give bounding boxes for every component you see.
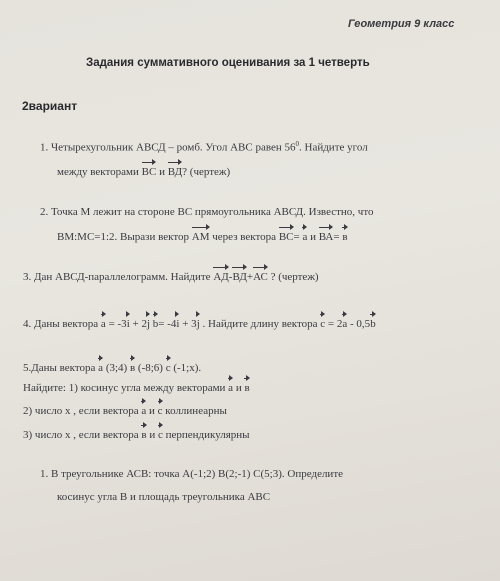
task-5-text: и xyxy=(233,382,245,394)
task-3-text: - xyxy=(228,271,233,283)
vector-a: a xyxy=(98,362,104,374)
task-3-text: ? (чертеж) xyxy=(267,271,319,283)
task-5-question-1 xyxy=(23,382,250,394)
task-4-text: + 3 xyxy=(179,318,197,330)
task-4-text: = -3 xyxy=(105,318,127,330)
vector-ba: ВА xyxy=(318,231,334,243)
task-4-text: 4. Даны вектора xyxy=(23,318,101,330)
vector-b: в xyxy=(141,429,147,441)
task-3-text: 3. Дан АВСД-параллелограмм. Найдите xyxy=(23,271,214,283)
task-5-text: 2) число x , если вектора xyxy=(23,405,142,417)
task-2-text: = xyxy=(333,231,343,243)
task-5-text: (-8;6) xyxy=(135,362,166,374)
task-2-text: через вектора xyxy=(209,231,279,243)
task-2-text: и xyxy=(307,231,319,243)
task-4-text: - 0,5 xyxy=(347,318,371,330)
task-1-text-end: . Найдите угол xyxy=(299,141,368,154)
vector-a: a xyxy=(228,382,234,394)
vector-c: c xyxy=(157,429,163,441)
task-6-line-2: косинус угла В и площадь треугольника АВС xyxy=(57,491,271,503)
vector-j: j xyxy=(196,318,200,330)
vector-bd: ВД xyxy=(232,271,247,283)
vector-i: i xyxy=(126,318,130,330)
task-5-text: 3) число x , если вектора xyxy=(23,429,142,441)
task-5-text: перпендикулярны xyxy=(162,429,250,441)
task-2-line-1: 2. Точка М лежит на стороне ВС прямоугольника АВСД. Известно, что xyxy=(40,206,374,218)
task-5-text: (3;4) xyxy=(103,362,130,374)
task-4-text: = -4 xyxy=(158,318,177,330)
task-5-text: 5.Даны вектора xyxy=(23,362,99,374)
vector-ad: АД xyxy=(213,271,229,283)
task-5-line-1 xyxy=(23,362,201,374)
vector-ac: АС xyxy=(253,271,268,283)
task-3-line xyxy=(23,271,319,283)
task-1-line-2 xyxy=(57,166,230,178)
vector-a: a xyxy=(100,318,106,330)
vector-b: b xyxy=(152,318,159,330)
task-5-question-2 xyxy=(23,405,227,417)
vector-c: c xyxy=(165,362,171,374)
vector-bc: ВС xyxy=(278,231,294,243)
degree-sign: 0 xyxy=(295,140,299,148)
task-2-line-2 xyxy=(57,231,348,243)
task-4-text: + 2 xyxy=(129,318,147,330)
vector-c: c xyxy=(157,405,163,417)
vector-b: b xyxy=(370,318,376,330)
vector-b: в xyxy=(129,362,136,374)
vector-bc: ВС xyxy=(141,166,157,178)
task-5-text: и xyxy=(146,429,158,441)
task-5-question-3 xyxy=(23,429,250,441)
task-1-line-1 xyxy=(40,140,368,154)
task-3-text: + xyxy=(246,271,254,283)
vector-b: в xyxy=(342,231,348,243)
vector-a: a xyxy=(141,405,147,417)
vector-i: i xyxy=(176,318,180,330)
task-5-text: коллинеарны xyxy=(162,405,227,417)
vector-a: а xyxy=(302,231,308,243)
vector-j: j xyxy=(146,318,151,330)
variant-label: 2вариант xyxy=(22,99,78,113)
vector-b: в xyxy=(244,382,250,394)
vector-bd: ВД xyxy=(167,166,183,178)
vector-c: c xyxy=(320,318,326,330)
page-title: Задания суммативного оценивания за 1 четверть xyxy=(86,57,370,69)
task-4-line xyxy=(23,318,376,330)
task-2-text: = xyxy=(293,231,303,243)
task-1-text: между векторами xyxy=(57,166,142,178)
vector-a: a xyxy=(342,318,348,330)
task-2-text: ВМ:МС=1:2. Вырази вектор xyxy=(57,231,192,243)
vector-am: АМ xyxy=(191,231,210,243)
task-5-text: и xyxy=(146,405,158,417)
task-1-text: 1. Четырехугольник АВСД – ромб. Угол АВС равен 56 xyxy=(40,141,296,154)
task-4-text: = 2 xyxy=(325,318,343,330)
task-6-line-1: 1. В треугольнике АСВ: точка А(-1;2) В(2;-1) С(5;3). Определите xyxy=(40,468,344,480)
task-5-text: (-1;x). xyxy=(170,362,202,374)
task-1-text: ? (чертеж) xyxy=(182,166,231,178)
task-4-text: . Найдите длину вектора xyxy=(199,318,321,330)
task-5-text: Найдите: 1) косинус угла между векторами xyxy=(23,382,229,394)
subject-header: Геометрия 9 класс xyxy=(348,18,455,30)
task-1-text: и xyxy=(156,166,168,178)
